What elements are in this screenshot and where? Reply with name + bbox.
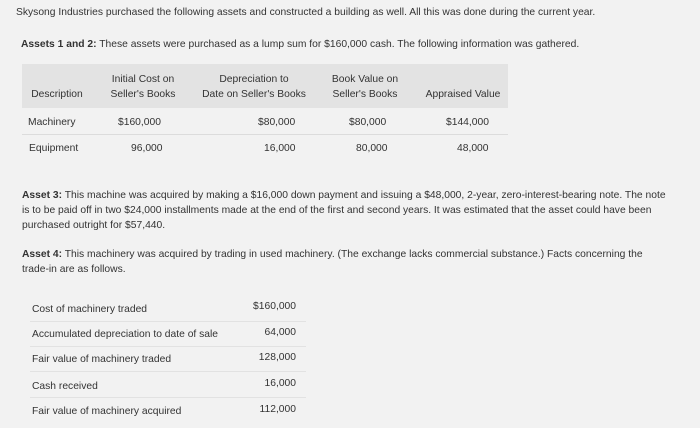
- tradein-value: $160,000: [253, 301, 296, 312]
- tradein-label: Cash received: [32, 381, 98, 392]
- asset-3-label: Asset 3:: [22, 190, 63, 201]
- tradein-value: 112,000: [259, 404, 296, 415]
- row-equipment-initial-cost: 96,000: [131, 143, 163, 154]
- tradein-value: 64,000: [264, 327, 296, 338]
- tradein-divider: [30, 321, 306, 322]
- tradein-value: 16,000: [264, 378, 296, 389]
- asset-3-paragraph: [22, 188, 670, 233]
- header-depreciation-line1: Depreciation to: [219, 74, 289, 85]
- assets-1-2-paragraph: [21, 37, 579, 52]
- tradein-divider: [30, 346, 306, 347]
- tradein-label: Fair value of machinery acquired: [32, 406, 182, 417]
- header-initial-cost-line1: Initial Cost on: [111, 74, 175, 85]
- asset-4-paragraph: [22, 247, 670, 277]
- row-equipment-appraised: 48,000: [457, 143, 489, 154]
- asset-4-text: This machinery was acquired by trading in used machinery. (The exchange lacks commercial substance.) Facts concerning the trade-in are as follows.: [22, 249, 643, 275]
- intro-text: Skysong Industries purchased the following assets and constructed a building as well. All this was done during the current year.: [16, 7, 596, 18]
- row-machinery-description: Machinery: [28, 117, 76, 128]
- header-depreciation-line2: Date on Seller's Books: [202, 89, 306, 100]
- row-equipment-book-value: 80,000: [356, 143, 388, 154]
- asset-3-text: This machine was acquired by making a $16,000 down payment and issuing a $48,000, 2-year, zero-interest-bearing note. The note is to be paid off in two $24,000 installments made at the end of the first and second years. It was estimated that the asset could have been purchased outright for $57,440.: [22, 190, 666, 231]
- header-book-value-line1: Book Value on: [331, 74, 399, 85]
- assets-1-2-text: These assets were purchased as a lump sum for $160,000 cash. The following information was gathered.: [96, 39, 580, 50]
- header-description: Description: [31, 89, 83, 100]
- tradein-divider: [30, 397, 306, 398]
- row-machinery-depreciation: $80,000: [258, 117, 296, 128]
- tradein-value: 128,000: [258, 352, 296, 363]
- tradein-label: Fair value of machinery traded: [32, 354, 172, 365]
- row-machinery-book-value: $80,000: [349, 117, 387, 128]
- tradein-label: Accumulated depreciation to date of sale: [32, 329, 219, 340]
- row-equipment-depreciation: 16,000: [264, 143, 296, 154]
- row-machinery-initial-cost: $160,000: [118, 117, 161, 128]
- header-book-value-line2: Seller's Books: [332, 89, 398, 100]
- assets-1-2-label: Assets 1 and 2:: [21, 39, 97, 50]
- tradein-label: Cost of machinery traded: [32, 304, 148, 315]
- row-machinery-appraised: $144,000: [446, 117, 489, 128]
- row-divider: [22, 134, 508, 135]
- row-equipment-description: Equipment: [29, 143, 79, 154]
- asset-4-label: Asset 4:: [22, 249, 63, 260]
- header-appraised-value: Appraised Value: [425, 89, 501, 100]
- header-initial-cost-line2: Seller's Books: [110, 89, 176, 100]
- tradein-divider: [30, 371, 306, 372]
